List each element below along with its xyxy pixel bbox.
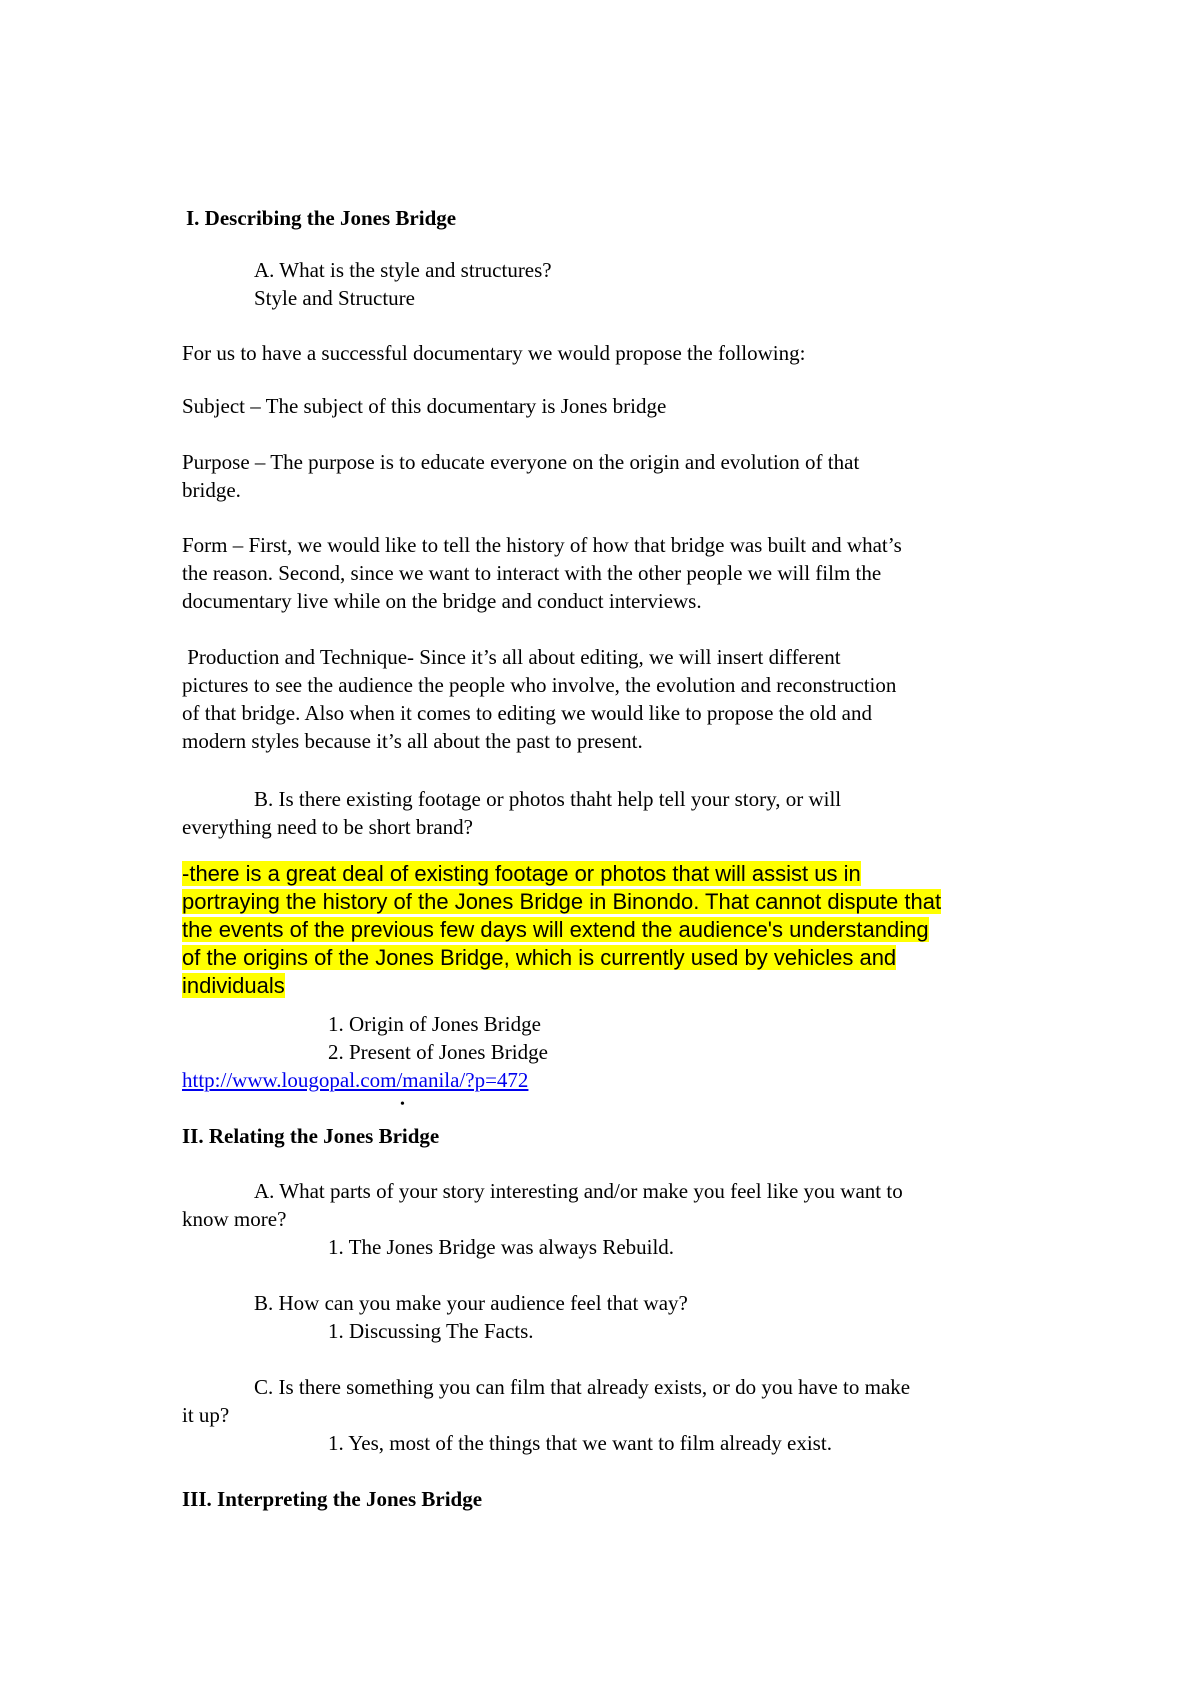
- question-1a: A. What is the style and structures?: [254, 258, 552, 282]
- highlight-line: the events of the previous few days will extend the audience's understanding: [182, 917, 929, 942]
- highlight-line: -there is a great deal of existing footage or photos that will assist us in: [182, 861, 861, 886]
- list-item-origin: 1. Origin of Jones Bridge: [328, 1012, 541, 1036]
- highlight-line: portraying the history of the Jones Bridge in Binondo. That cannot dispute that: [182, 889, 942, 914]
- production-line: Production and Technique- Since it’s all about editing, we will insert different: [182, 645, 841, 669]
- form-line: Form – First, we would like to tell the history of how that bridge was built and what’s: [182, 533, 902, 557]
- highlighted-answer: [182, 860, 1032, 1000]
- section-2-heading: II. Relating the Jones Bridge: [182, 1124, 440, 1148]
- purpose-line: bridge.: [182, 478, 241, 502]
- section-3-heading: III. Interpreting the Jones Bridge: [182, 1487, 483, 1511]
- production-line: modern styles because it’s all about the past to present.: [182, 729, 643, 753]
- intro-paragraph: For us to have a successful documentary we would propose the following:: [182, 341, 806, 365]
- question-2a-cont: know more?: [182, 1207, 287, 1231]
- form-line: the reason. Second, since we want to interact with the other people we will film the: [182, 561, 882, 585]
- highlight-line: of the origins of the Jones Bridge, which is currently used by vehicles and: [182, 945, 897, 970]
- highlight-line: individuals: [182, 973, 285, 998]
- production-line: of that bridge. Also when it comes to editing we would like to propose the old and: [182, 701, 872, 725]
- question-1b-cont: everything need to be short brand?: [182, 815, 473, 839]
- answer-1a: Style and Structure: [254, 286, 415, 310]
- subject-paragraph: Subject – The subject of this documentary is Jones bridge: [182, 394, 667, 418]
- answer-2b: 1. Discussing The Facts.: [328, 1319, 534, 1343]
- list-item-present: 2. Present of Jones Bridge: [328, 1040, 548, 1064]
- bullet-mark: •: [400, 1097, 405, 1112]
- question-2b: B. How can you make your audience feel that way?: [254, 1291, 688, 1315]
- form-line: documentary live while on the bridge and conduct interviews.: [182, 589, 702, 613]
- question-1b: B. Is there existing footage or photos thaht help tell your story, or will: [254, 787, 842, 811]
- question-2c-cont: it up?: [182, 1403, 230, 1427]
- question-2c: C. Is there something you can film that already exists, or do you have to make: [254, 1375, 911, 1399]
- source-link[interactable]: http://www.lougopal.com/manila/?p=472: [182, 1068, 529, 1092]
- section-1-heading: I. Describing the Jones Bridge: [186, 206, 457, 230]
- answer-2a: 1. The Jones Bridge was always Rebuild.: [328, 1235, 675, 1259]
- answer-2c: 1. Yes, most of the things that we want to film already exist.: [328, 1431, 832, 1455]
- question-2a: A. What parts of your story interesting and/or make you feel like you want to: [254, 1179, 903, 1203]
- purpose-line: Purpose – The purpose is to educate everyone on the origin and evolution of that: [182, 450, 860, 474]
- production-line: pictures to see the audience the people who involve, the evolution and reconstruction: [182, 673, 897, 697]
